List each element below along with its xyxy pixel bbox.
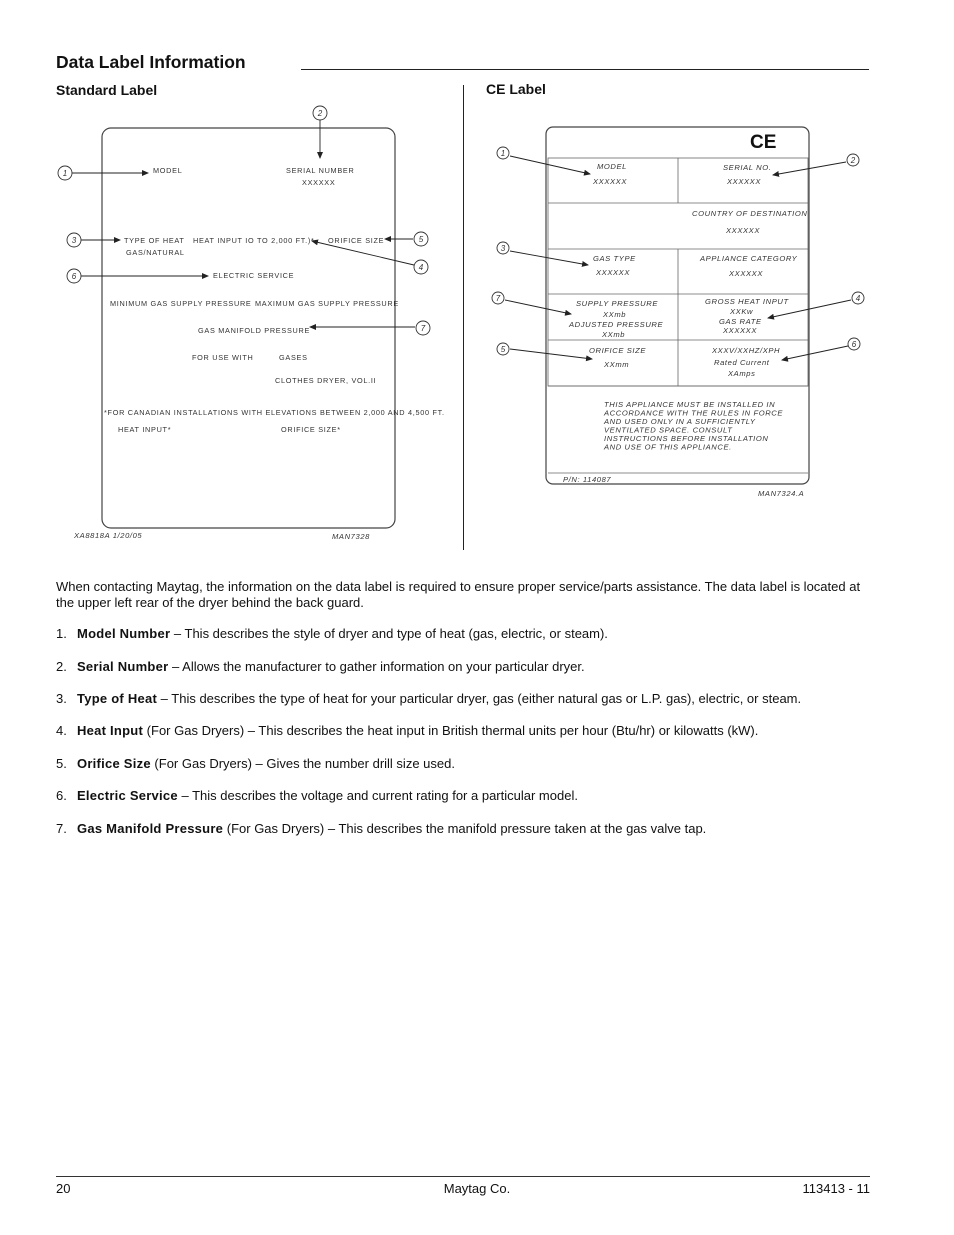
footer-company: Maytag Co. — [443, 1181, 511, 1196]
std-canadian-note-text: *FOR CANADIAN INSTALLATIONS WITH ELEVATIONS BETWEEN 2,000 AND 4,500 FT. — [104, 408, 445, 417]
heading-rule — [301, 69, 869, 70]
std-gas-natural-text: GAS/NATURAL — [126, 248, 185, 257]
ce-leader-3 — [510, 251, 588, 265]
intro-paragraph: When contacting Maytag, the information on the data label is required to ensure proper service/parts assistance. The data label is located at the upper left rear of the dryer behind the back guard. — [56, 579, 861, 610]
ce-warning-text — [603, 400, 783, 452]
ce-callout-7 — [492, 292, 504, 304]
ce-leader-5 — [510, 349, 592, 359]
list-item: 2. Serial Number – Allows the manufacturer to gather information on your particular dryer. — [56, 659, 585, 674]
std-callout-1 — [58, 166, 72, 180]
ce-callout-4 — [852, 292, 864, 304]
ce-model-text: MODEL — [597, 162, 628, 171]
ce-adjusted-pressure-value-text: XXmb — [602, 330, 626, 339]
svg-text:1: 1 — [62, 169, 68, 178]
ce-model-value-text: XXXXXX — [593, 177, 627, 186]
ce-adjusted-pressure-text: ADJUSTED PRESSURE — [569, 320, 664, 329]
svg-text:3: 3 — [71, 236, 77, 245]
ce-callout-2 — [847, 154, 859, 166]
std-max-gas-supply-text: MAXIMUM GAS SUPPLY PRESSURE — [255, 299, 399, 308]
ce-gas-rate-value-text: XXXXXX — [723, 326, 757, 335]
ce-rated-current-text: Rated Current — [714, 358, 770, 367]
std-gases-text: GASES — [279, 353, 308, 362]
ce-country-text: COUNTRY OF DESTINATION — [692, 209, 808, 218]
svg-text:INSTRUCTIONS BEFORE INSTALLATI: INSTRUCTIONS BEFORE INSTALLATION — [604, 434, 769, 443]
svg-text:2: 2 — [317, 109, 323, 118]
footer-page-number: 20 — [56, 1181, 71, 1196]
ce-leader-1 — [510, 156, 590, 174]
svg-text:7: 7 — [420, 324, 426, 333]
ce-serial-value-text: XXXXXX — [727, 177, 761, 186]
svg-text:AND USE OF THIS APPLIANCE.: AND USE OF THIS APPLIANCE. — [604, 442, 732, 452]
std-electric-service-text: ELECTRIC SERVICE — [213, 271, 295, 280]
list-item: 5. Orifice Size (For Gas Dryers) – Gives the number drill size used. — [56, 756, 455, 771]
ce-callout-3 — [497, 242, 509, 254]
ce-supply-pressure-text: SUPPLY PRESSURE — [576, 299, 659, 308]
svg-text:THIS APPLIANCE MUST BE INSTALL: THIS APPLIANCE MUST BE INSTALLED IN — [604, 400, 776, 409]
list-item: 4. Heat Input (For Gas Dryers) – This describes the heat input in British thermal units per hour (Btu/hr) or kilowatts (kW). — [56, 723, 759, 738]
column-divider — [463, 85, 464, 550]
svg-text:ACCORDANCE WITH THE RULES IN F: ACCORDANCE WITH THE RULES IN FORCE — [604, 408, 784, 418]
std-drawing-code-text: MAN7328 — [332, 532, 370, 541]
ce-callout-6 — [848, 338, 860, 350]
ce-voltage-text: XXXV/XXHZ/XPH — [712, 346, 781, 355]
ce-orifice-size-text: ORIFICE SIZE — [589, 346, 646, 355]
std-model-text: MODEL — [153, 166, 183, 175]
svg-text:5: 5 — [418, 235, 424, 244]
std-orifice-size-star-text: ORIFICE SIZE* — [281, 425, 341, 434]
ce-mark: CE — [750, 132, 777, 153]
list-item: 3. Type of Heat – This describes the type of heat for your particular dryer, gas (either natural gas or L.P. gas), electric, or steam. — [56, 691, 802, 706]
svg-text:3: 3 — [500, 244, 506, 253]
svg-text:AND USED ONLY IN A SUFFICIENTL: AND USED ONLY IN A SUFFICIENTLY — [604, 417, 756, 426]
svg-text:VENTILATED SPACE. CONSULT: VENTILATED SPACE. CONSULT — [604, 425, 733, 435]
ce-label-diagram — [480, 96, 880, 506]
ce-amps-text: XAmps — [728, 369, 756, 378]
std-min-gas-supply-text: MINIMUM GAS SUPPLY PRESSURE — [110, 299, 252, 308]
standard-label-heading: Standard Label — [56, 82, 158, 98]
ce-label-heading: CE Label — [486, 81, 546, 97]
svg-text:7: 7 — [495, 294, 501, 303]
svg-text:4: 4 — [418, 263, 424, 272]
std-heat-input-star-text: HEAT INPUT* — [118, 425, 172, 434]
page-heading: Data Label Information — [56, 52, 246, 72]
ce-callout-5 — [497, 343, 509, 355]
list-item: 1. Model Number – This describes the style of dryer and type of heat (gas, electric, or steam). — [56, 626, 608, 641]
svg-text:1: 1 — [500, 149, 506, 158]
svg-text:6: 6 — [71, 272, 77, 281]
ce-gas-type-text: GAS TYPE — [593, 254, 636, 263]
footer-rule — [56, 1176, 870, 1177]
ce-serial-no-text: SERIAL NO. — [723, 163, 772, 172]
list-item: 6. Electric Service – This describes the voltage and current rating for a particular model. — [56, 788, 578, 803]
std-orifice-size-text: ORIFICE SIZE — [328, 236, 385, 245]
footer-doc-number: 113413 - 11 — [802, 1181, 870, 1196]
std-heat-input-text: HEAT INPUT IO TO 2,000 FT.)* — [193, 236, 315, 245]
std-callout-6 — [67, 269, 81, 283]
ce-leader-7 — [505, 300, 571, 314]
svg-text:6: 6 — [851, 340, 857, 349]
ce-gas-rate-text: GAS RATE — [719, 317, 762, 326]
ce-orifice-size-value-text: XXmm — [604, 360, 630, 369]
ce-gross-heat-input-value-text: XXKw — [730, 307, 754, 316]
ce-appliance-category-text: APPLIANCE CATEGORY — [700, 254, 798, 263]
std-callout-7 — [416, 321, 430, 335]
ce-supply-pressure-value-text: XXmb — [603, 310, 627, 319]
ce-appliance-category-value-text: XXXXXX — [729, 269, 763, 278]
ce-part-number-text: P/N: 114087 — [563, 475, 612, 484]
std-type-of-heat-text: TYPE OF HEAT — [124, 236, 185, 245]
std-callout-3 — [67, 233, 81, 247]
svg-text:2: 2 — [850, 156, 856, 165]
std-callout-2 — [313, 106, 327, 120]
std-part-code-text: XA8818A 1/20/05 — [74, 531, 143, 540]
ce-callout-1 — [497, 147, 509, 159]
list-item: 7. Gas Manifold Pressure (For Gas Dryers) – This describes the manifold pressure taken at the gas valve tap. — [56, 821, 707, 836]
ce-country-value-text: XXXXXX — [726, 226, 760, 235]
svg-text:5: 5 — [500, 345, 506, 354]
std-callout-5 — [414, 232, 428, 246]
std-gas-manifold-text: GAS MANIFOLD PRESSURE — [198, 326, 311, 335]
ce-gross-heat-input-text: GROSS HEAT INPUT — [705, 297, 789, 306]
std-callout-4 — [414, 260, 428, 274]
ce-drawing-code-text: MAN7324.A — [758, 489, 805, 498]
svg-text:4: 4 — [855, 294, 861, 303]
ce-gas-type-value-text: XXXXXX — [596, 268, 630, 277]
std-serial-number-text: SERIAL NUMBER — [286, 166, 355, 175]
standard-label-diagram — [56, 96, 456, 556]
ce-leader-6 — [782, 346, 848, 360]
std-for-use-with-text: FOR USE WITH — [192, 353, 254, 362]
std-clothes-dryer-text: CLOTHES DRYER, VOL.II — [275, 376, 377, 385]
std-serial-value-text: XXXXXX — [302, 178, 336, 187]
